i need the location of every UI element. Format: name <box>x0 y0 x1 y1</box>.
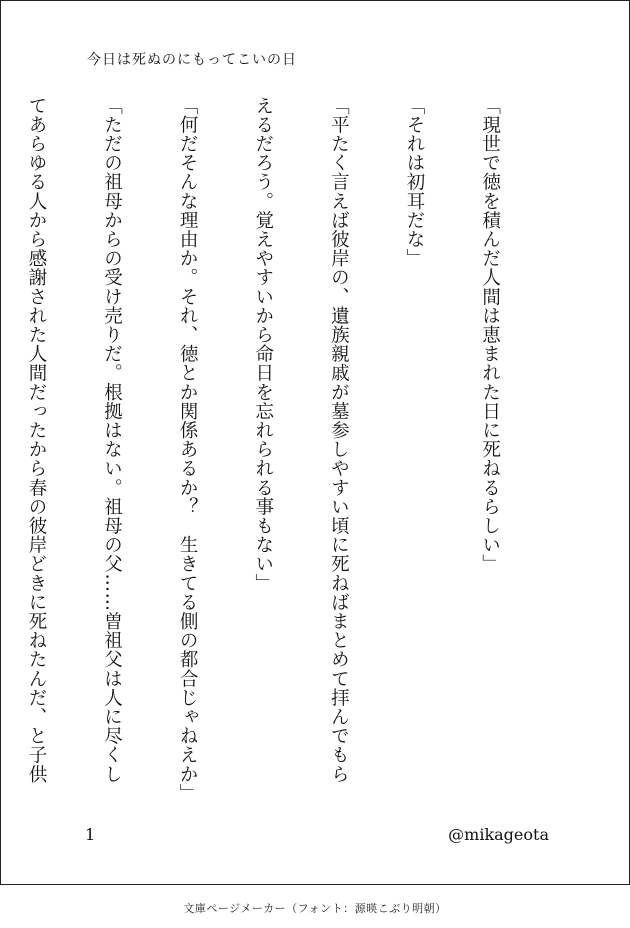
body-line: 「何だそんな理由か。それ、徳とか関係あるか？ 生きてる側の都合じゃねえか」 <box>177 96 199 803</box>
body-line: てあらゆる人から感謝された人間だったから春の彼岸どきに死ねたんだ、と子供 <box>25 96 47 784</box>
author-handle: @mikageota <box>448 825 549 844</box>
body-line: 「平たく言えば彼岸の、遺族親戚が墓参しやすい頃に死ねばまとめて拝んでもら <box>328 96 350 784</box>
page-header-title: 今日は死ぬのにもってこいの日 <box>87 52 297 68</box>
body-line: 「それは初耳だな」 <box>403 96 425 268</box>
page-number: 1 <box>85 825 96 844</box>
body-line: 「現世で徳を積んだ人間は恵まれた日に死ねるらしい」 <box>479 96 501 574</box>
body-line: えるだろう。覚えやすいから命日を忘れられる事もない」 <box>252 96 274 593</box>
vertical-body-text <box>25 96 553 803</box>
body-line: 「ただの祖母からの受け売りだ。根拠はない。祖母の父……曽祖父は人に尽くし <box>101 96 123 784</box>
generator-credit: 文庫ページメーカー（フォント：源暎こぶり明朝） <box>183 902 447 915</box>
